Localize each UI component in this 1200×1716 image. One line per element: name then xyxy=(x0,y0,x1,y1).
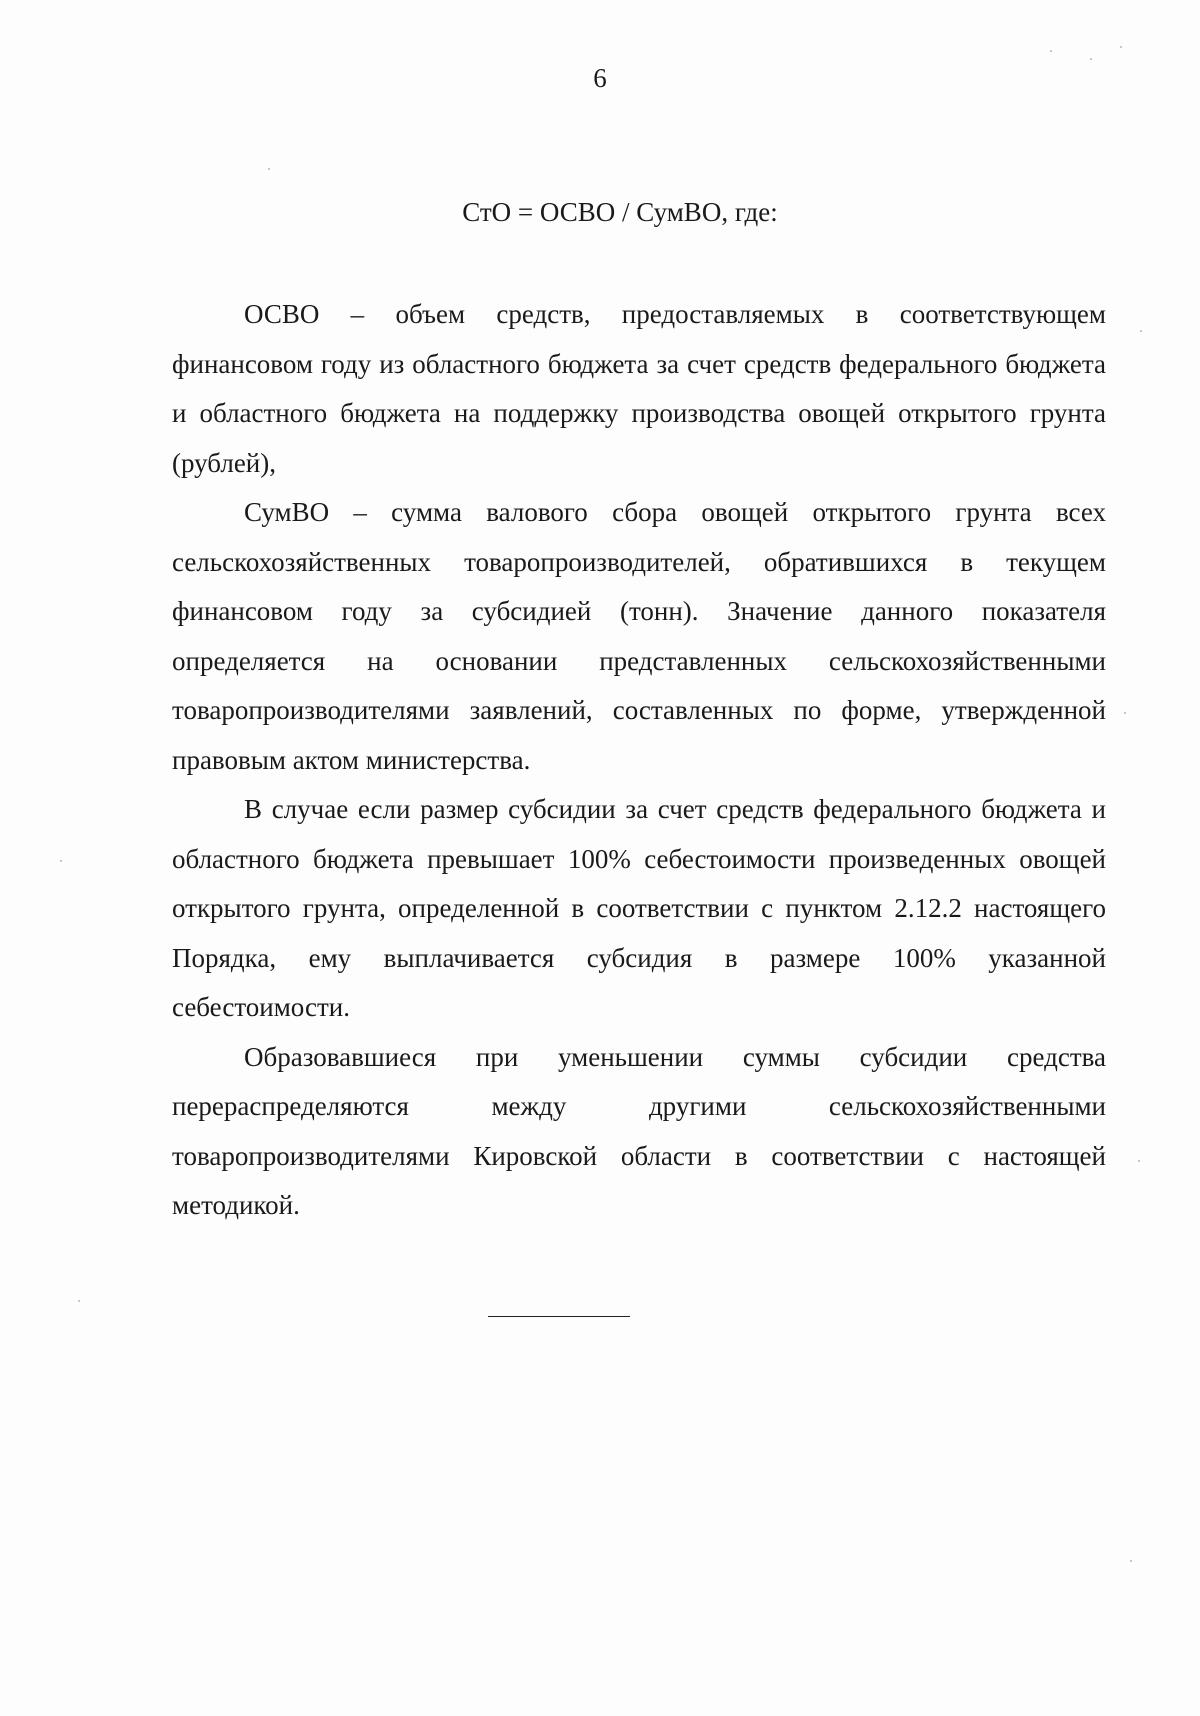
scan-speck xyxy=(60,860,62,862)
scan-speck xyxy=(1130,1560,1132,1562)
scan-speck xyxy=(1120,46,1122,48)
paragraph-subsidy-limit: В случае если размер субсидии за счет средств федерального бюджета и областного бюджета превышает 100% себестоимости произведенных овощей открытого грунта, определенной в соответствии с пунктом 2.12.2 настоящего Порядка, ему выплачивается субсидия в размере 100% указанной себестоимости. xyxy=(172,794,1106,1022)
paragraph-sumvo-definition: СумВО – сумма валового сбора овощей открытого грунта всех сельскохозяйственных товаропроизводителей, обратившихся в текущем финансовом году за субсидией (тонн). Значение данного показателя определяется на основании представленных сельскохозяйственными товаропроизводителями заявлений, составленных по форме, утвержденной правовым актом министерства. xyxy=(172,497,1106,775)
paragraph-redistribution: Образовавшиеся при уменьшении суммы субсидии средства перераспределяются между другими сельскохозяйственными товаропроизводителями Кировской области в соответствии с настоящей методикой. xyxy=(172,1041,1106,1220)
scan-speck xyxy=(1124,712,1126,714)
document-body xyxy=(172,290,1106,1231)
page-number: 6 xyxy=(593,63,607,93)
scan-speck xyxy=(1138,1160,1140,1162)
scan-speck xyxy=(268,168,270,170)
scan-speck xyxy=(1090,58,1092,60)
formula-line: СтО = ОСВО / СумВО, где: xyxy=(462,197,778,227)
scan-speck xyxy=(78,1300,80,1302)
paragraph-osvo-definition: ОСВО – объем средств, предоставляемых в соответствующем финансовом году из областного бюджета за счет средств федерального бюджета и областного бюджета на поддержку производства овощей открытого грунта (рублей), xyxy=(172,299,1106,478)
scan-speck xyxy=(1050,50,1052,52)
end-divider-line xyxy=(488,1316,630,1317)
scan-speck xyxy=(1140,330,1142,332)
